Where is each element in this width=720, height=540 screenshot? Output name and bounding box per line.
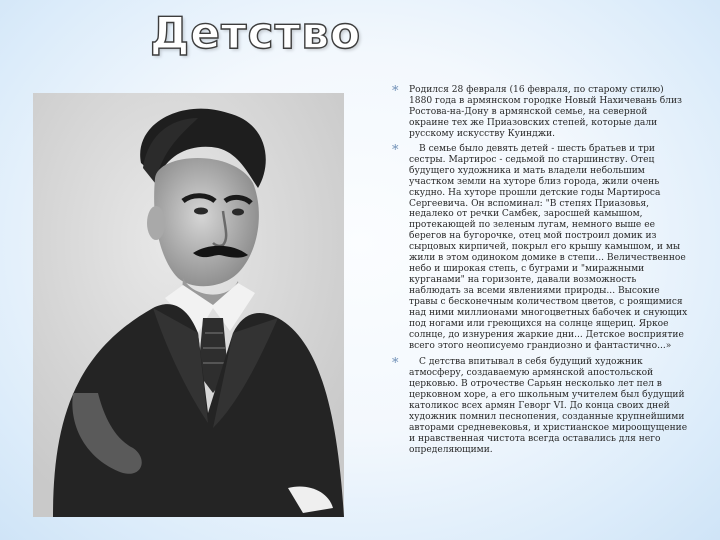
bullet-text: Родился 28 февраля (16 февраля, по старому стилю) 1880 года в армянском городке Новый Нахичевань близ Ростова-на-Дону в армянской семье, на северной окраине тех же Приазовских степей, которые дали русскому искусству Куинджи.	[409, 85, 682, 139]
portrait-photo	[33, 93, 344, 517]
bullet-text: В семье было девять детей - шесть братьев и три сестры. Мартирос - седьмой по старшинству. Отец будущего художника и мать владели небольшим участком земли на хуторе близ города, жили очень скудно. На хуторе прошли детские годы Мартироса Сергеевича. Он вспоминал: "В степях Приазовья, недалеко от речки Самбек, заросшей камышом, протекающей по зеленым лугам, немного выше ее берегов на бугорочке, отец мой построил домик из сырцовых кирпичей, покрыл его крышу камышом, и мы жили в этом одиноком домике в степи... Величественное небо и широкая степь, с буграми и "миражными курганами" на горизонте, давали возможность наблюдать за всеми явлениями природы... Высокие травы с бесконечным количеством цветов, с роящимися над ними миллионами многоцветных бабочек и снующих под ногами или греющихся на солнце ящериц. Яркое солнце, до изнурения жаркие дни... Детское восприятие всего этого неописуемо грандиозно и фантастично...»	[409, 143, 688, 351]
slide-title: Детство	[150, 8, 362, 59]
bullet-star-icon: *	[392, 84, 399, 99]
list-item	[392, 144, 688, 352]
bullet-text: С детства впитывал в себя будущий художник атмосферу, создаваемую армянской апостольской церковью. В отрочестве Сарьян несколько лет пел в церковном хоре, а его школьным учителем был будущий католикос всех армян Геворг VI. До конца своих дней художник помнил песнопения, созданные крупнейшими авторами средневековья, и христианское мироощущение и нравственная чистота всегда оставались для него определяющими.	[409, 356, 688, 455]
portrait-photo-icon	[33, 93, 344, 517]
list-item	[392, 85, 688, 140]
bullet-star-icon: *	[392, 142, 399, 158]
list-item	[392, 357, 688, 456]
bullet-star-icon: *	[392, 355, 399, 371]
bullet-list	[392, 85, 688, 455]
